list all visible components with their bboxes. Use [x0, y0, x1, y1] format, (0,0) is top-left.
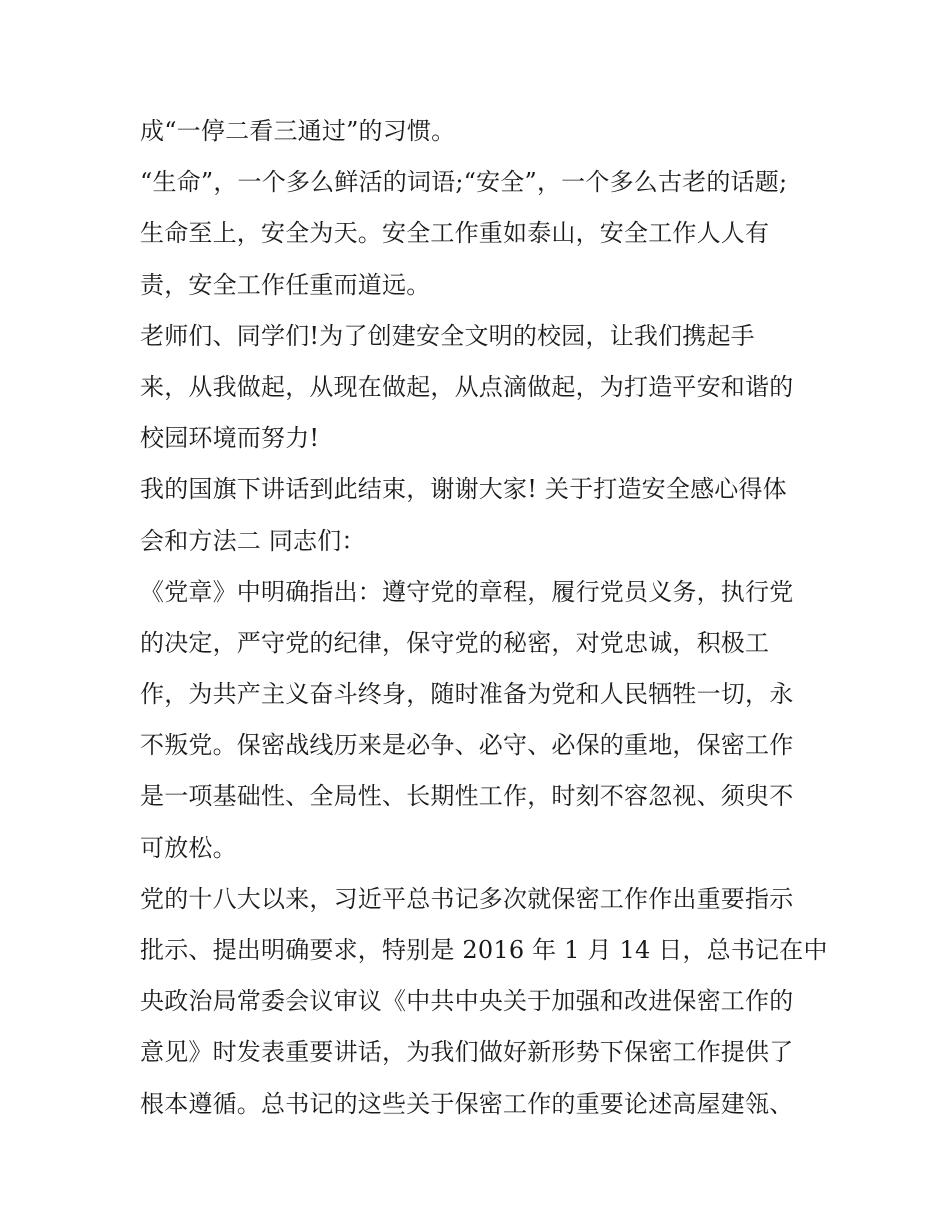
- text-line: 的决定，严守党的纪律，保守党的秘密，对党忠诚，积极工: [140, 628, 770, 657]
- text-line: 央政治局常委会议审议《中共中央关于加强和改进保密工作的: [140, 987, 794, 1016]
- text-line: 党的十八大以来，习近平总书记多次就保密工作作出重要指示: [140, 884, 794, 913]
- text-line: 来，从我做起，从现在做起，从点滴做起，为打造平安和谐的: [140, 372, 794, 401]
- text-line: 作，为共产主义奋斗终身，随时准备为党和人民牺牲一切，永: [140, 680, 794, 709]
- text-line: 我的国旗下讲话到此结束，谢谢大家! 关于打造安全感心得体: [140, 475, 787, 504]
- text-line: 责，安全工作任重而道远。: [140, 270, 431, 299]
- text-line: 会和方法二 同志们：: [140, 526, 366, 555]
- document-body: [140, 106, 828, 1130]
- text-line: 《党章》中明确指出：遵守党的章程，履行党员义务，执行党: [140, 577, 794, 606]
- text-line: 校园环境而努力!: [140, 424, 320, 453]
- text-line: 老师们、同学们!为了创建安全文明的校园，让我们携起手: [140, 321, 755, 350]
- text-line: 意见》时发表重要讲话，为我们做好新形势下保密工作提供了: [140, 1038, 794, 1067]
- text-line: “生命”，一个多么鲜活的词语;“安全”，一个多么古老的话题;: [140, 168, 788, 197]
- text-line: 根本遵循。总书记的这些关于保密工作的重要论述高屋建瓴、: [140, 1089, 794, 1118]
- text-line: 成“一停二看三通过”的习惯。: [140, 117, 456, 145]
- text-line: 是一项基础性、全局性、长期性工作，时刻不容忽视、须臾不: [140, 782, 794, 811]
- text-line: 生命至上，安全为天。安全工作重如泰山，安全工作人人有: [140, 219, 770, 248]
- text-line: 不叛党。保密战线历来是必争、必守、必保的重地，保密工作: [140, 731, 794, 760]
- text-line: 批示、提出明确要求，特别是 2016 年 1 月 14 日，总书记在中: [140, 936, 828, 964]
- text-line: 可放松。: [140, 833, 237, 862]
